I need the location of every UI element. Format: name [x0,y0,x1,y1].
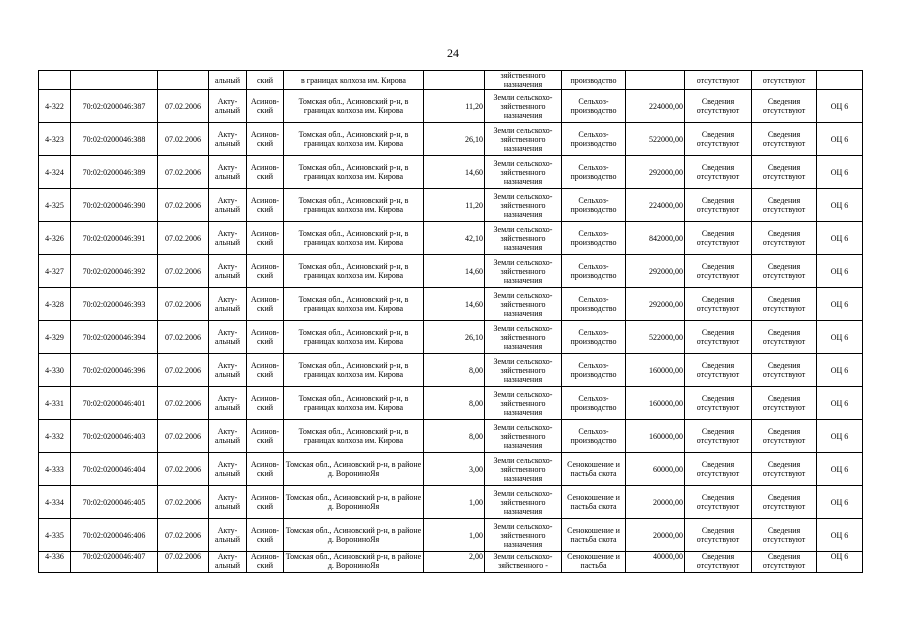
table-row [39,156,863,189]
cell-value: 160000,00 [626,420,685,453]
cell-info1: Сведения отсутствуют [685,354,752,387]
cell-number: 4-325 [39,189,71,222]
cell-cadastral: 70:02:0200046:390 [71,189,158,222]
cell-code: ОЦ 6 [817,420,863,453]
cell-value: 20000,00 [626,486,685,519]
cell-area: 1,00 [424,486,485,519]
cell-info1: Сведения отсутствуют [685,156,752,189]
cell-address: Томская обл., Асиновский р-н, в границах колхоза им. Кирова [284,420,424,453]
cell-info1: Сведения отсутствуют [685,453,752,486]
cell-category: Земли сельскохо-зяйственного назначения [485,387,562,420]
cell-info1: Сведения отсутствуют [685,387,752,420]
land-registry-table [38,70,863,573]
cell-date: 07.02.2006 [158,486,209,519]
cell-use: Сельхоз-производство [562,420,626,453]
table-row-continued [39,71,863,90]
cell-category: Земли сельскохо-зяйственного назначения [485,453,562,486]
cell-value: 160000,00 [626,387,685,420]
cell-cadastral: 70:02:0200046:396 [71,354,158,387]
cell-number: 4-326 [39,222,71,255]
cell-value: 224000,00 [626,90,685,123]
cell-info2: Сведения отсутствуют [752,255,817,288]
cell-use: Сельхоз-производство [562,156,626,189]
cell-code: ОЦ 6 [817,189,863,222]
cell-address: Томская обл., Асиновский р-н, в районе д. ВоронинoЯя [284,552,424,573]
cell-address: Томская обл., Асиновский р-н, в границах колхоза им. Кирова [284,288,424,321]
cell-info2: Сведения отсутствуют [752,486,817,519]
cell-cadastral: 70:02:0200046:388 [71,123,158,156]
cell-value [626,71,685,90]
cell-status: альный [209,71,247,90]
cell-info2: Сведения отсутствуют [752,387,817,420]
cell-value: 20000,00 [626,519,685,552]
cell-area: 8,00 [424,354,485,387]
cell-area: 26,10 [424,123,485,156]
cell-district: Асинов-ский [247,420,284,453]
cell-use: Сенокошение и пастьба скота [562,519,626,552]
cell-cadastral: 70:02:0200046:406 [71,519,158,552]
cell-info2: Сведения отсутствуют [752,123,817,156]
cell-category: Земли сельскохо-зяйственного назначения [485,486,562,519]
cell-date: 07.02.2006 [158,123,209,156]
page-number: 24 [447,46,459,60]
cell-cadastral: 70:02:0200046:389 [71,156,158,189]
cell-info2: отсутствуют [752,71,817,90]
table-row [39,222,863,255]
cell-district: Асинов-ский [247,486,284,519]
cell-use: Сельхоз-производство [562,288,626,321]
cell-cadastral: 70:02:0200046:407 [71,552,158,573]
cell-area [424,71,485,90]
table-row [39,552,863,573]
cell-info2: Сведения отсутствуют [752,156,817,189]
table-row [39,288,863,321]
cell-area: 8,00 [424,387,485,420]
cell-cadastral: 70:02:0200046:392 [71,255,158,288]
cell-info2: Сведения отсутствуют [752,519,817,552]
cell-cadastral: 70:02:0200046:391 [71,222,158,255]
cell-number: 4-334 [39,486,71,519]
cell-area: 42,10 [424,222,485,255]
cell-info2: Сведения отсутствуют [752,453,817,486]
cell-info1: Сведения отсутствуют [685,189,752,222]
cell-district: Асинов-ский [247,189,284,222]
cell-date: 07.02.2006 [158,420,209,453]
cell-district: Асинов-ский [247,288,284,321]
cell-status: Акту-альный [209,387,247,420]
cell-code: ОЦ 6 [817,519,863,552]
table-row [39,354,863,387]
cell-category: Земли сельскохо-зяйственного назначения [485,519,562,552]
cell-status: Акту-альный [209,222,247,255]
cell-number: 4-323 [39,123,71,156]
cell-cadastral: 70:02:0200046:403 [71,420,158,453]
cell-info1: Сведения отсутствуют [685,519,752,552]
cell-district: Асинов-ский [247,387,284,420]
table-row [39,123,863,156]
cell-district: Асинов-ский [247,255,284,288]
cell-cadastral: 70:02:0200046:401 [71,387,158,420]
table-row [39,519,863,552]
cell-area: 11,20 [424,90,485,123]
cell-area: 14,60 [424,255,485,288]
table-row [39,420,863,453]
cell-use: Сельхоз-производство [562,222,626,255]
cell-category: Земли сельскохо-зяйственного назначения [485,321,562,354]
cell-number: 4-333 [39,453,71,486]
cell-info1: Сведения отсутствуют [685,288,752,321]
cell-status: Акту-альный [209,486,247,519]
cell-cadastral: 70:02:0200046:393 [71,288,158,321]
cell-code: ОЦ 6 [817,123,863,156]
cell-info1: Сведения отсутствуют [685,321,752,354]
cell-area: 14,60 [424,288,485,321]
cell-date [158,71,209,90]
cell-area: 2,00 [424,552,485,573]
cell-address: Томская обл., Асиновский р-н, в районе д. ВоронинoЯя [284,453,424,486]
table-row [39,189,863,222]
cell-value: 40000,00 [626,552,685,573]
cell-address: Томская обл., Асиновский р-н, в границах колхоза им. Кирова [284,255,424,288]
cell-code: ОЦ 6 [817,354,863,387]
cell-date: 07.02.2006 [158,519,209,552]
cell-number: 4-327 [39,255,71,288]
cell-category: Земли сельскохо-зяйственного назначения [485,420,562,453]
cell-code: ОЦ 6 [817,156,863,189]
cell-status: Акту-альный [209,90,247,123]
table-row [39,321,863,354]
cell-district: Асинов-ский [247,519,284,552]
cell-use: Сельхоз-производство [562,189,626,222]
cell-number: 4-324 [39,156,71,189]
cell-category: Земли сельскохо-зяйственного назначения [485,255,562,288]
cell-address: Томская обл., Асиновский р-н, в границах колхоза им. Кирова [284,123,424,156]
cell-use: Сенокошение и пастьба скота [562,486,626,519]
cell-use: Сельхоз-производство [562,354,626,387]
cell-code: ОЦ 6 [817,90,863,123]
cell-value: 842000,00 [626,222,685,255]
cell-value: 292000,00 [626,156,685,189]
cell-status: Акту-альный [209,519,247,552]
cell-area: 26,10 [424,321,485,354]
cell-use: Сенокошение и пастьба [562,552,626,573]
cell-status: Акту-альный [209,255,247,288]
cell-use: Сельхоз-производство [562,321,626,354]
cell-value: 522000,00 [626,321,685,354]
cell-number: 4-329 [39,321,71,354]
cell-number: 4-328 [39,288,71,321]
cell-use: Сельхоз-производство [562,255,626,288]
cell-address: в границах колхоза им. Кирова [284,71,424,90]
cell-use: Сельхоз-производство [562,123,626,156]
cell-date: 07.02.2006 [158,354,209,387]
cell-info1: Сведения отсутствуют [685,255,752,288]
cell-area: 3,00 [424,453,485,486]
cell-info1: Сведения отсутствуют [685,90,752,123]
cell-info2: Сведения отсутствуют [752,222,817,255]
cell-status: Акту-альный [209,552,247,573]
cell-info2: Сведения отсутствуют [752,321,817,354]
cell-status: Акту-альный [209,354,247,387]
cell-number: 4-322 [39,90,71,123]
cell-address: Томская обл., Асиновский р-н, в границах колхоза им. Кирова [284,156,424,189]
cell-info1: Сведения отсутствуют [685,420,752,453]
cell-cadastral: 70:02:0200046:394 [71,321,158,354]
cell-status: Акту-альный [209,453,247,486]
cell-number: 4-331 [39,387,71,420]
cell-code: ОЦ 6 [817,222,863,255]
cell-info2: Сведения отсутствуют [752,90,817,123]
cell-district: Асинов-ский [247,222,284,255]
cell-info1: Сведения отсутствуют [685,486,752,519]
cell-number [39,71,71,90]
cell-date: 07.02.2006 [158,288,209,321]
cell-cadastral [71,71,158,90]
cell-value: 224000,00 [626,189,685,222]
cell-address: Томская обл., Асиновский р-н, в границах колхоза им. Кирова [284,222,424,255]
cell-district: ский [247,71,284,90]
cell-code [817,71,863,90]
cell-address: Томская обл., Асиновский р-н, в районе д. ВоронинoЯя [284,486,424,519]
table-row [39,486,863,519]
cell-category: Земли сельскохо-зяйственного назначения [485,189,562,222]
cell-category: Земли сельскохо-зяйственного назначения [485,123,562,156]
cell-date: 07.02.2006 [158,321,209,354]
cell-date: 07.02.2006 [158,552,209,573]
cell-date: 07.02.2006 [158,453,209,486]
cell-area: 8,00 [424,420,485,453]
cell-info2: Сведения отсутствуют [752,288,817,321]
cell-status: Акту-альный [209,156,247,189]
cell-info1: Сведения отсутствуют [685,552,752,573]
cell-info1: отсутствуют [685,71,752,90]
cell-use: Сельхоз-производство [562,387,626,420]
cell-info2: Сведения отсутствуют [752,552,817,573]
cell-code: ОЦ 6 [817,486,863,519]
cell-address: Томская обл., Асиновский р-н, в границах колхоза им. Кирова [284,90,424,123]
cell-area: 1,00 [424,519,485,552]
cell-category: Земли сельскохо-зяйственного назначения [485,222,562,255]
cell-use: производство [562,71,626,90]
cell-info2: Сведения отсутствуют [752,420,817,453]
cell-district: Асинов-ский [247,90,284,123]
cell-address: Томская обл., Асиновский р-н, в границах колхоза им. Кирова [284,354,424,387]
cell-district: Асинов-ский [247,552,284,573]
cell-date: 07.02.2006 [158,189,209,222]
cell-district: Асинов-ский [247,156,284,189]
cell-value: 292000,00 [626,288,685,321]
cell-category: Земли сельскохо-зяйственного назначения [485,156,562,189]
cell-category: Земли сельскохо-зяйственного назначения [485,354,562,387]
cell-date: 07.02.2006 [158,156,209,189]
cell-category: зяйственного назначения [485,71,562,90]
table-body [39,71,863,573]
cell-code: ОЦ 6 [817,288,863,321]
cell-status: Акту-альный [209,288,247,321]
cell-address: Томская обл., Асиновский р-н, в границах колхоза им. Кирова [284,189,424,222]
cell-date: 07.02.2006 [158,387,209,420]
cell-address: Томская обл., Асиновский р-н, в границах колхоза им. Кирова [284,321,424,354]
cell-use: Сенокошение и пастьба скота [562,453,626,486]
cell-date: 07.02.2006 [158,222,209,255]
cell-info1: Сведения отсутствуют [685,222,752,255]
cell-category: Земли сельскохо-зяйственного назначения [485,90,562,123]
cell-district: Асинов-ский [247,453,284,486]
table-row [39,387,863,420]
cell-info1: Сведения отсутствуют [685,123,752,156]
cell-date: 07.02.2006 [158,90,209,123]
cell-district: Асинов-ский [247,321,284,354]
cell-number: 4-332 [39,420,71,453]
cell-area: 11,20 [424,189,485,222]
cell-date: 07.02.2006 [158,255,209,288]
cell-status: Акту-альный [209,420,247,453]
cell-code: ОЦ 6 [817,255,863,288]
cell-status: Акту-альный [209,189,247,222]
cell-code: ОЦ 6 [817,453,863,486]
cell-address: Томская обл., Асиновский р-н, в границах колхоза им. Кирова [284,387,424,420]
table-row [39,453,863,486]
cell-status: Акту-альный [209,123,247,156]
cell-category: Земли сельскохо-зяйственного - [485,552,562,573]
cell-category: Земли сельскохо-зяйственного назначения [485,288,562,321]
cell-code: ОЦ 6 [817,321,863,354]
cell-district: Асинов-ский [247,123,284,156]
cell-cadastral: 70:02:0200046:387 [71,90,158,123]
cell-value: 60000,00 [626,453,685,486]
cell-cadastral: 70:02:0200046:404 [71,453,158,486]
cell-code: ОЦ 6 [817,552,863,573]
cell-number: 4-335 [39,519,71,552]
cell-info2: Сведения отсутствуют [752,354,817,387]
cell-area: 14,60 [424,156,485,189]
table-row [39,255,863,288]
cell-status: Акту-альный [209,321,247,354]
cell-value: 292000,00 [626,255,685,288]
cell-cadastral: 70:02:0200046:405 [71,486,158,519]
cell-info2: Сведения отсутствуют [752,189,817,222]
cell-address: Томская обл., Асиновский р-н, в районе д. ВоронинoЯя [284,519,424,552]
cell-district: Асинов-ский [247,354,284,387]
cell-value: 522000,00 [626,123,685,156]
cell-value: 160000,00 [626,354,685,387]
cell-use: Сельхоз-производство [562,90,626,123]
cell-number: 4-336 [39,552,71,573]
table-row [39,90,863,123]
cell-code: ОЦ 6 [817,387,863,420]
cell-number: 4-330 [39,354,71,387]
